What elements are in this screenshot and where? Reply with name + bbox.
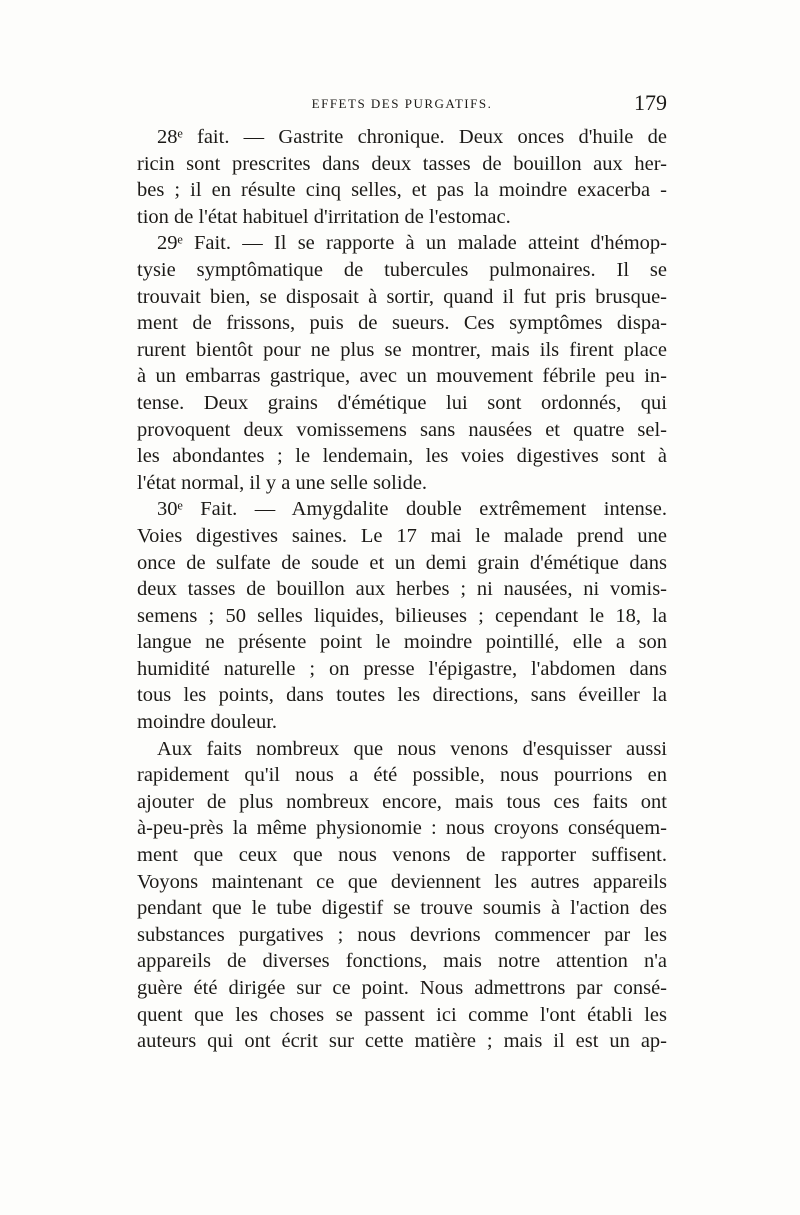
text-line: tion de l'état habituel d'irritation de l'estomac. [137, 205, 511, 228]
text-line: tous les points, dans toutes les directions, sans éveiller la [137, 684, 667, 707]
text-line: trouvait bien, se disposait à sortir, quand il fut pris brusque- [137, 285, 667, 308]
paragraph-fait-30 [137, 496, 667, 735]
text-line: à-peu-près la même physionomie : nous croyons conséquem- [137, 817, 667, 840]
text-line: semens ; 50 selles liquides, bilieuses ; cependant le 18, la [137, 604, 667, 627]
text-line: guère été dirigée sur ce point. Nous admettrons par consé- [137, 977, 667, 999]
text-line: provoquent deux vomissemens sans nausées et quatre sel- [137, 418, 667, 441]
text-line: deux tasses de bouillon aux herbes ; ni nausées, ni vomis- [137, 578, 667, 601]
text-line: l'état normal, il y a une selle solide. [137, 471, 428, 494]
text-line: à un embarras gastrique, avec un mouvement fébrile peu in- [137, 365, 667, 388]
paragraph-fait-29 [137, 230, 667, 496]
text-line: humidité naturelle ; on presse l'épigastre, l'abdomen dans [137, 657, 667, 680]
running-header [137, 92, 667, 116]
text-line: ajouter de plus nombreux encore, mais tous ces faits ont [137, 790, 667, 813]
paragraph-conclusion [137, 736, 667, 1055]
text-line: pendant que le tube digestif se trouve soumis à l'action des [137, 897, 667, 920]
text-line: once de sulfate de soude et un demi grain d'émétique dans [137, 551, 667, 574]
running-title: EFFETS DES PURGATIFS. [311, 96, 493, 111]
text-line: bes ; il en résulte cinq selles, et pas la moindre exacerba - [137, 179, 667, 202]
text-line: Voies digestives saines. Le 17 mai le malade prend une [137, 524, 667, 547]
text-line: Voyons maintenant ce que deviennent les autres appareils [137, 870, 667, 893]
text-line: rurent bientôt pour ne plus se montrer, mais ils firent place [137, 338, 667, 361]
text-line: 28ᵉ fait. — Gastrite chronique. Deux onces d'huile de [157, 126, 667, 148]
text-line: langue ne présente point le moindre pointillé, elle a son [137, 631, 667, 654]
text-line: quent que les choses se passent ici comme l'ont établi les [137, 1003, 667, 1026]
text-line: appareils de diverses fonctions, mais notre attention n'a [137, 950, 667, 973]
text-line: moindre douleur. [137, 711, 278, 734]
page-number: 179 [634, 90, 667, 115]
text-line: ment que ceux que nous venons de rapporter suffisent. [137, 844, 667, 867]
body-text [137, 124, 667, 1055]
text-line: rapidement qu'il nous a été possible, nous pourrions en [137, 764, 667, 787]
text-line: les abondantes ; le lendemain, les voies digestives sont à [137, 445, 667, 468]
text-line: tense. Deux grains d'émétique lui sont ordonnés, qui [137, 391, 667, 414]
text-line: tysie symptômatique de tubercules pulmonaires. Il se [137, 258, 667, 281]
text-line: Aux faits nombreux que nous venons d'esquisser aussi [157, 737, 667, 760]
paragraph-fait-28 [137, 124, 667, 230]
text-line: substances purgatives ; nous devrions commencer par les [137, 923, 667, 946]
text-line: 29ᵉ Fait. — Il se rapporte à un malade atteint d'hémop- [157, 232, 667, 255]
text-line: 30ᵉ Fait. — Amygdalite double extrêmement intense. [157, 498, 667, 521]
text-line: auteurs qui ont écrit sur cette matière ; mais il est un ap- [137, 1030, 667, 1053]
text-line: ment de frissons, puis de sueurs. Ces symptômes dispa- [137, 312, 667, 335]
text-line: ricin sont prescrites dans deux tasses de bouillon aux her- [137, 152, 667, 175]
